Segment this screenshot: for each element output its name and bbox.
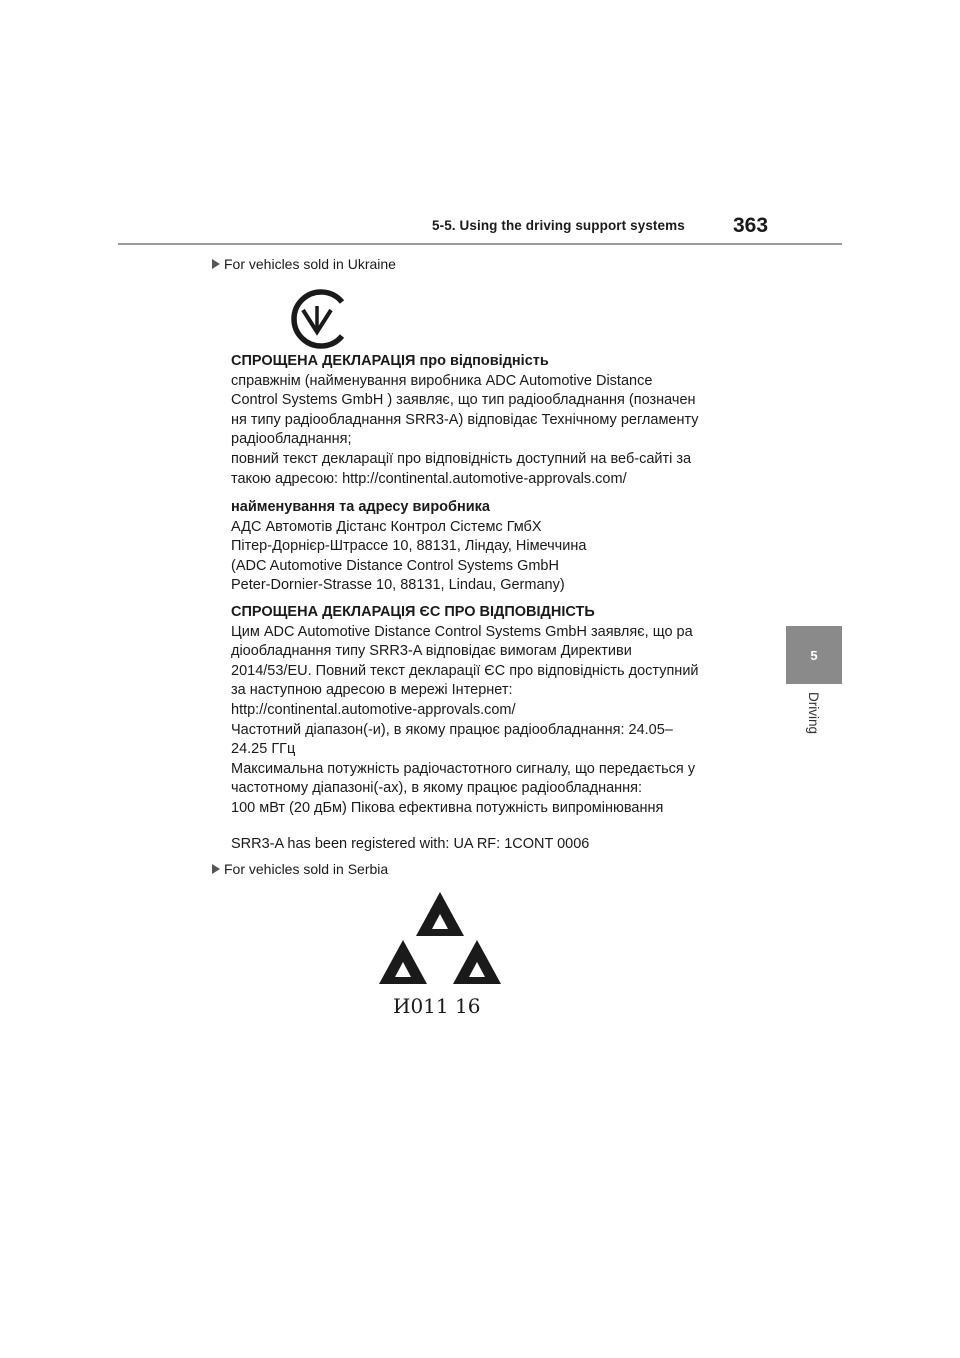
- manufacturer-block: [231, 498, 751, 596]
- eu-declaration-title: СПРОЩЕНА ДЕКЛАРАЦІЯ ЄС ПРО ВІДПОВІДНІСТЬ: [231, 604, 595, 620]
- eu-declaration-line: Частотний діапазон(-и), в якому працює радіообладнання: 24.05–: [231, 721, 673, 738]
- manufacturer-line: АДС Автомотів Дістанс Контрол Сістемс ГмбХ: [231, 518, 542, 535]
- registration-note: [231, 835, 751, 855]
- chapter-tab: [786, 626, 842, 684]
- header-divider: [118, 243, 842, 245]
- declaration-line: ня типу радіообладнання SRR3-A) відповідає Технічному регламенту: [231, 411, 699, 428]
- eu-declaration-line: http://continental.automotive-approvals.com/: [231, 701, 516, 718]
- manufacturer-line: (ADC Automotive Distance Control Systems GmbH: [231, 557, 559, 574]
- declaration-line: справжнім (найменування виробника ADC Automotive Distance: [231, 372, 653, 389]
- eu-declaration-line: частотному діапазоні(-ах), в якому працює радіообладнання:: [231, 780, 643, 797]
- ukraine-heading-label: For vehicles sold in Ukraine: [224, 256, 396, 272]
- declaration-line: Control Systems GmbH ) заявляє, що тип радіообладнання (позначен: [231, 392, 696, 409]
- chapter-label: Driving: [806, 692, 821, 735]
- eu-declaration-line: 2014/53/EU. Повний текст декларації ЄС про відповідність доступний: [231, 662, 699, 679]
- serbia-heading: [212, 861, 388, 877]
- declaration-line: радіообладнання;: [231, 431, 352, 448]
- simplified-declaration-ua: [231, 352, 751, 489]
- declaration-line: такою адресою: http://continental.automotive-approvals.com/: [231, 470, 627, 487]
- eu-declaration: [231, 603, 751, 819]
- eu-declaration-line: за наступною адресою в мережі Інтернет:: [231, 682, 513, 699]
- serbia-approval-code: И011 16: [393, 994, 481, 1018]
- ukrainian-conformity-mark-icon: [285, 288, 351, 350]
- eu-declaration-line: 100 мВт (20 дБм) Пікова ефективна потужність випромінювання: [231, 799, 664, 816]
- manufacturer-line: Пітер-Дорнієр-Штрассе 10, 88131, Ліндау, Німеччина: [231, 538, 587, 555]
- manufacturer-line: Peter-Dornier-Strasse 10, 88131, Lindau, Germany): [231, 577, 565, 594]
- bullet-triangle-icon: [212, 864, 220, 874]
- section-title: 5-5. Using the driving support systems: [432, 218, 685, 233]
- declaration-title: СПРОЩЕНА ДЕКЛАРАЦІЯ про відповідність: [231, 353, 549, 369]
- serbian-conformity-triangles-icon: [376, 888, 504, 992]
- manufacturer-title: найменування та адресу виробника: [231, 499, 490, 515]
- serbia-heading-label: For vehicles sold in Serbia: [224, 861, 389, 877]
- chapter-number: 5: [810, 647, 818, 663]
- bullet-triangle-icon: [212, 259, 220, 269]
- eu-declaration-line: Цим ADC Automotive Distance Control Systems GmbH заявляє, що ра: [231, 623, 693, 640]
- registration-text: SRR3-A has been registered with: UA RF: 1CONT 0006: [231, 836, 590, 852]
- eu-declaration-line: діообладнання типу SRR3-A відповідає вимогам Директиви: [231, 643, 632, 660]
- page-number: 363: [733, 214, 769, 237]
- declaration-line: повний текст декларації про відповідність доступний на веб-сайті за: [231, 450, 692, 467]
- eu-declaration-line: Максимальна потужність радіочастотного сигналу, що передається у: [231, 760, 696, 777]
- eu-declaration-line: 24.25 ГГц: [231, 741, 296, 758]
- ukraine-heading: [212, 256, 396, 272]
